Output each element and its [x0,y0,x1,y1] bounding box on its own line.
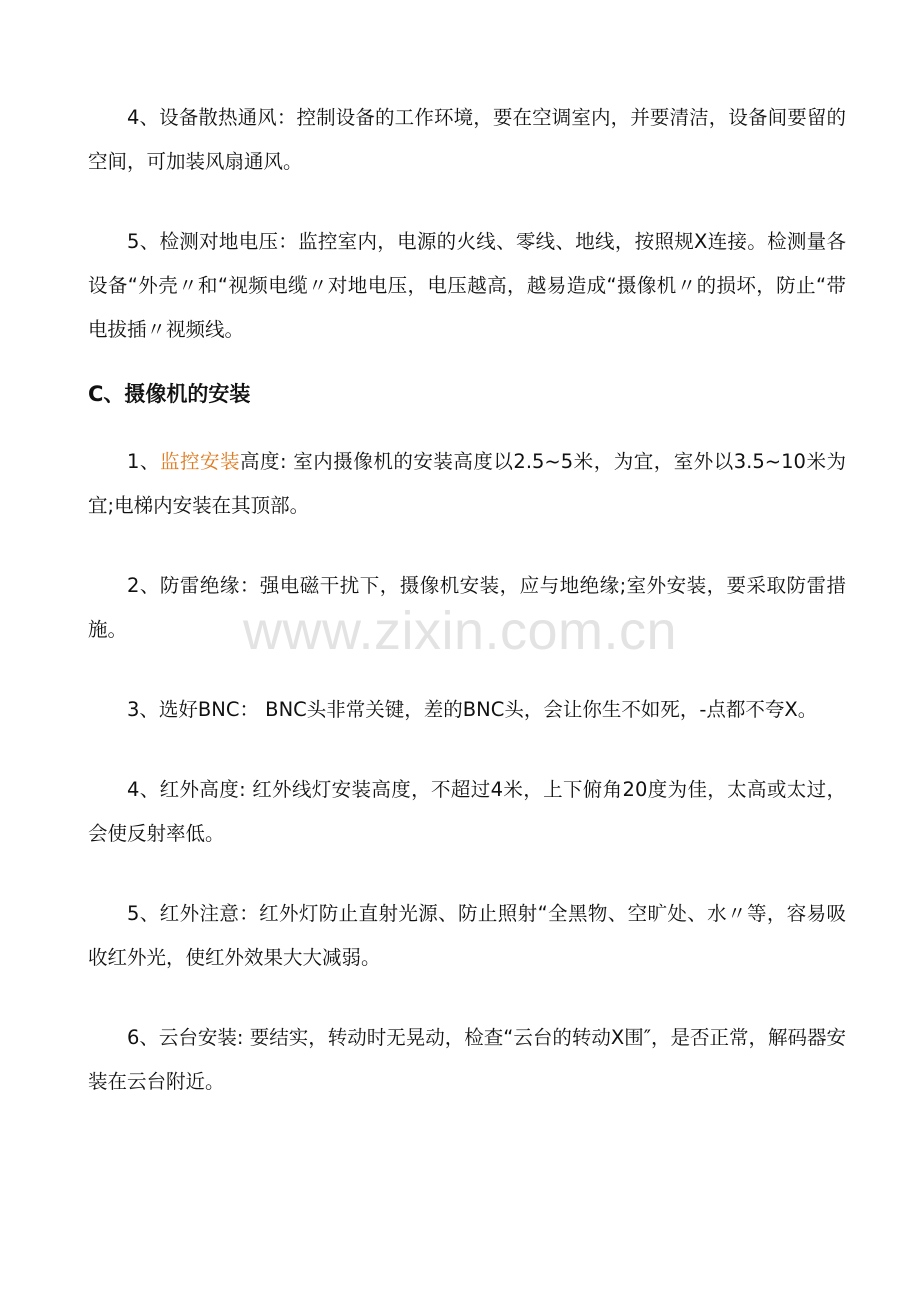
paragraph-ground-voltage: 5、检测对地电压：监控室内，电源的火线、零线、地线，按照规X连接。检测量各设备“外壳〃和“视频电缆〃对地电压，电压越高，越易造成“摄像机〃的损坏，防止“带电拔插〃视频线。 [88,230,846,341]
paragraph-bnc: 3、选好BNC： BNC头非常关键，差的BNC头，会让你生不如死，-点都不夸X。 [127,698,818,721]
watermark: www.zixin.com.cn [242,601,678,661]
paragraph-pan-tilt: 6、云台安装: 要结实，转动时无晃动，检查“云台的转动X围″，是否正常，解码器安装在云台附近。 [88,1026,846,1093]
paragraph-rest: 高度: 室内摄像机的安装高度以2.5~5米，为宜，室外以3.5~10米为宜;电梯内安装在其顶部。 [88,450,846,517]
paragraph-infrared-notes: 5、红外注意：红外灯防止直射光源、防止照射“全黑物、空旷处、水〃等，容易吸收红外光，使红外效果大大减弱。 [88,902,846,969]
paragraph-install-height [88,440,846,528]
paragraph-ventilation: 4、设备散热通风：控制设备的工作环境，要在空调室内，并要清洁，设备间要留的空间，可加装风扇通风。 [88,106,846,173]
link-monitor-install[interactable]: 监控安装 [159,450,240,473]
paragraph-prefix: 1、 [127,450,160,473]
paragraph-infrared-height: 4、红外高度: 红外线灯安装高度，不超过4米，上下俯角20度为佳，太高或太过，会使反射率低。 [88,778,846,845]
paragraph-lightning-insulation: 2、防雷绝缘：强电磁干扰下，摄像机安装，应与地绝缘;室外安装，要采取防雷措施。 [88,574,846,641]
document-body [88,96,846,1104]
section-heading-camera-installation: C、摄像机的安装 [88,382,251,406]
